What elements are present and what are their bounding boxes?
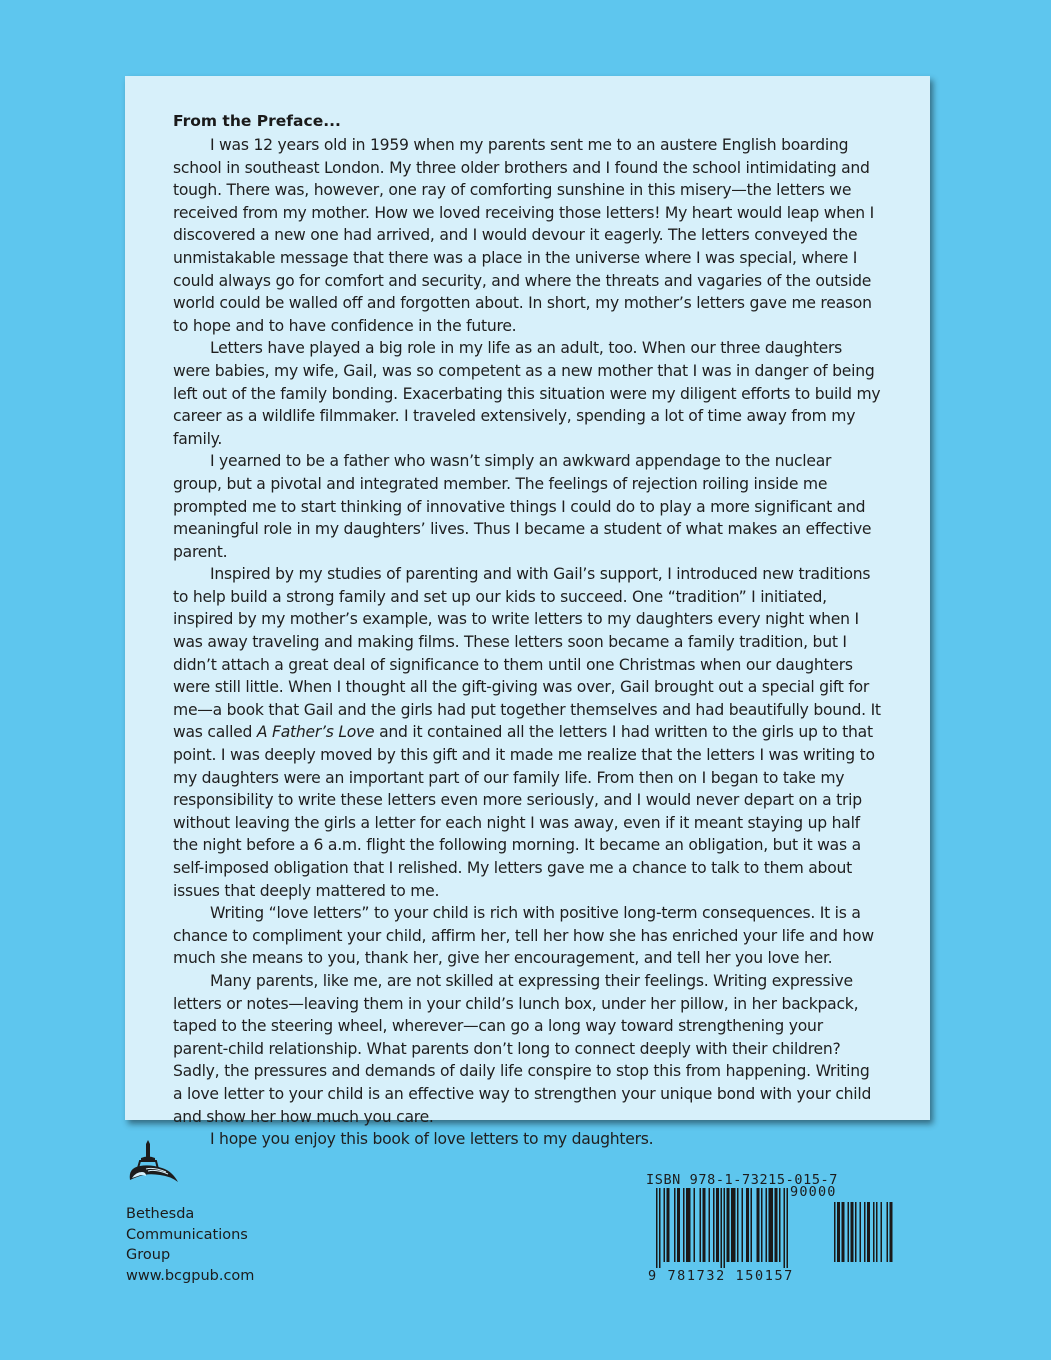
barcode-bar (842, 1202, 845, 1262)
barcode-bar (683, 1188, 685, 1262)
barcode-bar (848, 1202, 850, 1262)
barcode-bar (709, 1188, 711, 1262)
barcode-bar (716, 1188, 719, 1262)
publisher-name-line1: Bethesda (126, 1206, 195, 1222)
publisher-website: www.bcgpub.com (126, 1267, 255, 1284)
barcode-bar (887, 1202, 889, 1262)
barcode-bar (757, 1188, 760, 1262)
barcode-bar (867, 1202, 870, 1262)
isbn-number: ISBN 978-1-73215-015-7 (646, 1172, 839, 1188)
barcode-bar (787, 1188, 789, 1268)
ean-number: 9 781732 150157 (648, 1268, 794, 1284)
preface-paragraph-7: I hope you enjoy this book of love letters to my daughters. (210, 1130, 654, 1149)
barcode-bar (667, 1188, 670, 1262)
barcode-bar (873, 1202, 875, 1262)
barcode-bar (742, 1188, 744, 1262)
barcode-bar (664, 1188, 666, 1262)
preface-paragraph-4 (173, 563, 882, 902)
barcode-bar (656, 1188, 658, 1268)
barcode-bar (751, 1188, 753, 1262)
barcode-bar (727, 1188, 730, 1262)
barcode-bar (860, 1202, 862, 1262)
barcode-bar (674, 1188, 676, 1262)
barcode-bar (864, 1202, 866, 1262)
barcode-bar (659, 1188, 661, 1268)
barcode-bar (855, 1202, 857, 1262)
barcode-bar (721, 1188, 723, 1268)
publisher-name-line3: Group (126, 1247, 171, 1263)
barcode-bar (686, 1188, 691, 1262)
barcode-bar (775, 1188, 778, 1262)
publisher-name-line2: Communications (126, 1226, 248, 1243)
preface-paragraph-2: Letters have played a big role in my life as an adult, too. When our three daughters were babies, my wife, Gail, was so competent as a new mother that I was in danger of being left out of the family bonding. Exacerbating this situation were my diligent efforts to build my career as a wildlife filmmaker. I traveled extensively, spending a lot of time away from my family. (173, 339, 881, 448)
preface-paragraph-3: I yearned to be a father who wasn’t simply an awkward appendage to the nuclear group, but a pivotal and integrated member. The feelings of rejection roiling inside me prompted me to start thinking of innovative things I could do to play a more significant and meaningful role in my daughters’ lives. Thus I became a student of what makes an effective parent. (173, 452, 872, 561)
barcode-bar (700, 1188, 702, 1262)
book-title: A Father’s Love (256, 723, 375, 742)
barcode-bar (851, 1202, 854, 1262)
barcode-bar (890, 1202, 893, 1262)
barcode-bar (713, 1188, 715, 1262)
barcode-bar (737, 1188, 739, 1262)
addon-bars (834, 1202, 906, 1282)
preface-paragraph-1: I was 12 years old in 1959 when my parents sent me to an austere English boarding school in southeast London. My three older brothers and I found the school intimidating and tough. There was, however, one ray of comforting sunshine in this misery—the letters we received from my mother. How we loved receiving those letters! My heart would leap when I discovered a new one had arrived, and I would devour it eagerly. The letters conveyed the unmistakable message that there was a place in the universe where I was special, where I could always go for comfort and security, and where the threats and vagaries of the outside world could be walled off and forgotten about. In short, my mother’s letters gave me reason to hope and to have confidence in the future. (173, 136, 874, 335)
barcode-bar (724, 1188, 726, 1268)
barcode-bar (677, 1188, 680, 1262)
barcode-bar (881, 1202, 883, 1262)
barcode-bar (769, 1188, 774, 1262)
scroll-quill-logo-icon (126, 1138, 180, 1202)
barcode-bar (784, 1188, 786, 1268)
isbn-barcode (644, 1172, 916, 1290)
barcode-bar (731, 1188, 736, 1262)
p4-text-after: and it contained all the letters I had written to the girls up to that point. I was deeply moved by this gift and it made me realize that the letters I was writing to my daughters were an important part of our family life. From then on I began to take my responsibility to write these letters even more seriously, and I would never depart on a trip without leaving the girls a letter for each night I was away, even if it meant staying up half the night before a 6 a.m. flight the following morning. It became an obligation, but it was a self-imposed obligation that I relished. My letters gave me a chance to talk to them about issues that deeply mattered to me. (173, 723, 875, 900)
barcode-bar (761, 1188, 763, 1262)
barcode-bar (834, 1202, 836, 1262)
preface-heading: From the Preface... (173, 112, 341, 130)
ean-bars (656, 1188, 822, 1268)
preface-paragraph-5: Writing “love letters” to your child is rich with positive long-term consequences. It is a chance to compliment your child, affirm her, tell her how she has enriched your life and how much she means to you, thank her, give her encouragement, and tell her you love her. (173, 904, 874, 968)
price-code: 90000 (790, 1184, 837, 1200)
barcode-bar (779, 1188, 781, 1262)
barcode-bar (703, 1188, 706, 1262)
barcode-bar (766, 1188, 768, 1262)
barcode-bar (746, 1188, 749, 1262)
preface-paragraph-6: Many parents, like me, are not skilled at expressing their feelings. Writing expressive letters or notes—leaving them in your child’s lunch box, under her pillow, in her backpack, taped to the steering wheel, wherever—can go a long way toward strengthening your parent-child relationship. What parents don’t long to connect deeply with their children? Sadly, the pressures and demands of daily life conspire to stop this from happening. Writing a love letter to your child is an effective way to strengthen your unique bond with your child and show her how much you care. (173, 971, 872, 1126)
barcode-bar (694, 1188, 696, 1262)
publisher-block (126, 1138, 254, 1286)
barcode-bar (876, 1202, 878, 1262)
preface-panel (125, 76, 930, 1149)
barcode-bar (837, 1202, 840, 1262)
p4-text-before: Inspired by my studies of parenting and with Gail’s support, I introduced new traditions to help build a strong family and set up our kids to succeed. One “tradition” I initiated, inspired by my mother’s example, was to write letters to my daughters every night when I was away traveling and making films. These letters soon became a family tradition, but I didn’t attach a great deal of significance to them until one Christmas when our daughters were still little. When I thought all the gift-giving was over, Gail brought out a special gift for me—a book that Gail and the girls had put together themselves and had beautifully bound. It was called (173, 565, 881, 742)
publisher-text (126, 1204, 254, 1286)
